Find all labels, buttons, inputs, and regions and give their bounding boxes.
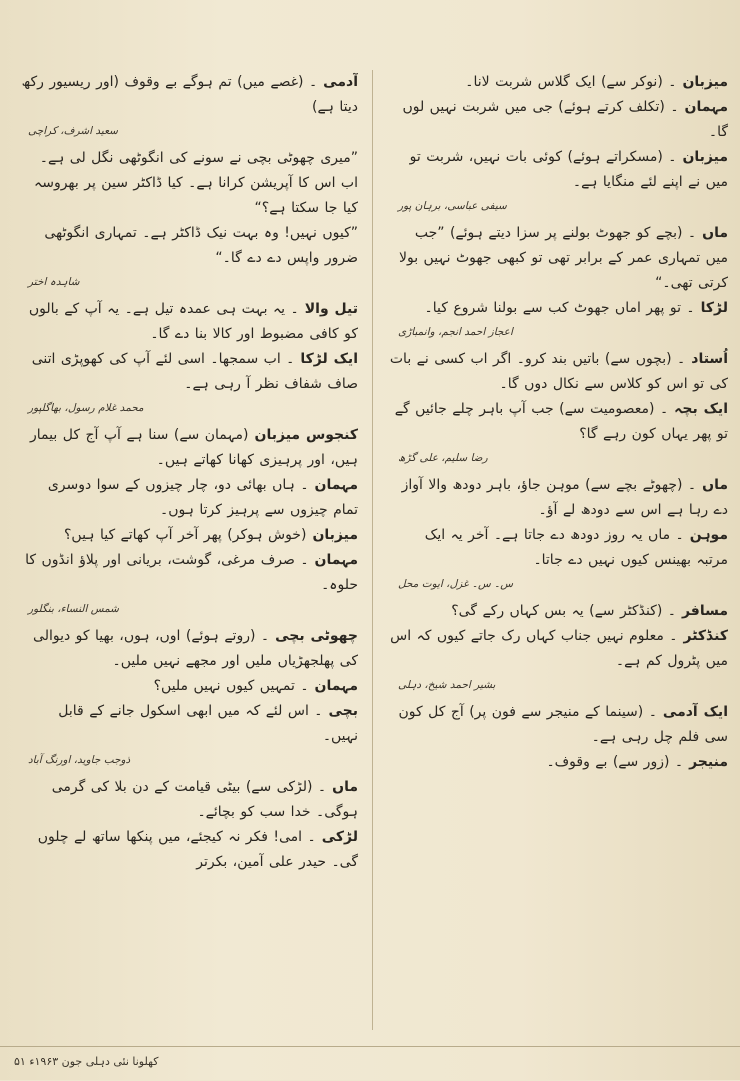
- contributor-credit: محمد غلام رسول، بھاگلپور: [28, 402, 144, 414]
- joke: [388, 473, 728, 593]
- speaker-name: میزبان: [682, 74, 728, 90]
- dialogue-line: [388, 624, 728, 674]
- dialogue-text: ”میری چھوٹی بچی نے سونے کی انگوٹھی نگل لی ہے۔ اب اس کا آپریشن کرانا ہے۔ کیا ڈاکٹر سین پر بھروسہ کیا جا سکتا ہے؟“: [34, 150, 358, 216]
- dialogue-line: [388, 70, 728, 95]
- contributor-credit: بشیر احمد شیخ، دہلی: [398, 679, 496, 691]
- dialogue-line: [388, 296, 728, 321]
- contributor-credit: سعید اشرف، کراچی: [28, 125, 118, 137]
- page-footer: [0, 1046, 740, 1081]
- dialogue-text: ۔ یہ بہت ہی عمدہ تیل ہے۔ یہ آپ کے بالوں کو کافی مضبوط اور کالا بنا دے گا۔: [28, 301, 358, 342]
- dialogue-line: [18, 423, 358, 473]
- dialogue-text: ۔ (بچے کو جھوٹ بولنے پر سزا دیتے ہوئے) ”جب میں تمہاری عمر کے برابر تھی تو کبھی جھوٹ نہیں بولا کرتی تھی۔“: [398, 225, 728, 291]
- speaker-name: مہمان: [684, 99, 728, 115]
- speaker-name: مہمان: [314, 477, 358, 493]
- dialogue-text: ۔ (مسکراتے ہوئے) کوئی بات نہیں، شربت تو میں نے اپنے لئے منگایا ہے۔: [409, 149, 728, 190]
- dialogue-line: [388, 473, 728, 523]
- dialogue-text: ۔ (لڑکی سے) بیٹی قیامت کے دن بلا کی گرمی ہوگی۔ خدا سب کو بچائے۔: [51, 779, 358, 820]
- speaker-name: تیل والا: [304, 301, 358, 317]
- speaker-name: چھوٹی بچی: [275, 628, 358, 644]
- dialogue-text: (خوش ہوکر) پھر آخر آپ کھاتے کیا ہیں؟: [63, 527, 307, 543]
- speaker-name: ماں: [702, 477, 728, 493]
- contributor-credit: شاہدہ اختر: [28, 276, 80, 288]
- left-column: [18, 70, 358, 1030]
- speaker-name: لڑکی: [321, 829, 358, 845]
- contributor-credit: ذوجب جاوید، اورنگ آباد: [28, 754, 131, 766]
- dialogue-line: [388, 397, 728, 447]
- dialogue-line: [18, 699, 358, 749]
- dialogue-text: ۔ ماں یہ روز دودھ دے جاتا ہے۔ آخر یہ ایک مرتبہ بھینس کیوں نہیں دے جاتا۔: [424, 527, 728, 568]
- dialogue-line: [18, 146, 358, 221]
- speaker-name: ماں: [332, 779, 358, 795]
- contributor-credit: سیفی عباسی، برہان پور: [398, 200, 507, 212]
- dialogue-text: ۔ اب سمجھا۔ اسی لئے آپ کی کھوپڑی اتنی صاف شفاف نظر آ رہی ہے۔: [31, 351, 358, 392]
- joke: [18, 423, 358, 618]
- dialogue-text: ۔ تو پھر اماں جھوٹ کب سے بولنا شروع کیا۔: [424, 300, 695, 316]
- dialogue-line: [18, 775, 358, 825]
- dialogue-line: [388, 347, 728, 397]
- dialogue-line: [18, 624, 358, 674]
- speaker-name: لڑکا: [700, 300, 728, 316]
- dialogue-line: [388, 700, 728, 750]
- dialogue-line: [18, 674, 358, 699]
- dialogue-line: [388, 95, 728, 145]
- dialogue-line: [18, 221, 358, 271]
- dialogue-line: [388, 221, 728, 296]
- dialogue-line: [18, 473, 358, 523]
- speaker-name: ایک بچہ: [674, 401, 728, 417]
- dialogue-line: [388, 599, 728, 624]
- dialogue-text: ۔ صرف مرغی، گوشت، بریانی اور پلاؤ انڈوں کا حلوہ۔: [25, 552, 358, 593]
- speaker-name: آدمی: [323, 74, 358, 90]
- dialogue-text: ۔ معلوم نہیں جناب کہاں رک جاتے کیوں کہ اس میں پٹرول کم ہے۔: [390, 628, 728, 669]
- contributor-credit: شمس النساء، بنگلور: [28, 603, 119, 615]
- speaker-name: کنجوس میزبان: [254, 427, 358, 443]
- joke: [388, 599, 728, 694]
- dialogue-text: ”کیوں نہیں! وہ بہت نیک ڈاکٹر ہے۔ تمہاری انگوٹھی ضرور واپس دے دے گا۔“: [44, 225, 358, 266]
- dialogue-text: ۔ (کنڈکٹر سے) یہ بس کہاں رکے گی؟: [451, 603, 676, 619]
- speaker-name: میزبان: [312, 527, 358, 543]
- dialogue-text: ۔ امی! فکر نہ کیجئے، میں پنکھا ساتھ لے چلوں گی۔ حیدر علی آمین، بکرتر: [37, 829, 358, 870]
- dialogue-text: ۔ (بچوں سے) باتیں بند کرو۔ اگر اب کسی نے بات کی تو اس کو کلاس سے نکال دوں گا۔: [389, 351, 728, 392]
- right-column: [388, 70, 728, 1030]
- speaker-name: مسافر: [681, 603, 728, 619]
- dialogue-line: [18, 548, 358, 598]
- joke: [18, 70, 358, 140]
- dialogue-text: ۔ (تکلف کرتے ہوئے) جی میں شربت نہیں لوں گا۔: [402, 99, 728, 140]
- joke: [18, 146, 358, 291]
- speaker-name: موہن: [689, 527, 728, 543]
- dialogue-text: ۔ اس لئے کہ میں ابھی اسکول جانے کے قابل نہیں۔: [58, 703, 358, 744]
- speaker-name: ایک آدمی: [662, 704, 728, 720]
- contributor-credit: اعجاز احمد انجم، وانمباڑی: [398, 326, 513, 338]
- dialogue-text: ۔ (سینما کے منیجر سے فون پر) آج کل کون سی فلم چل رہی ہے۔: [398, 704, 728, 745]
- speaker-name: میزبان: [682, 149, 728, 165]
- joke: [388, 221, 728, 341]
- contributor-credit: س۔ س۔ غزل، ایوت محل: [398, 578, 514, 590]
- dialogue-line: [18, 297, 358, 347]
- joke: [388, 347, 728, 467]
- dialogue-line: [18, 825, 358, 875]
- dialogue-text: (مہمان سے) سنا ہے آپ آج کل بیمار ہیں، اور پرہیزی کھانا کھاتے ہیں۔: [30, 427, 358, 468]
- speaker-name: ایک لڑکا: [300, 351, 358, 367]
- dialogue-line: [18, 347, 358, 397]
- joke: [18, 624, 358, 769]
- dialogue-text: ۔ تمہیں کیوں نہیں ملیں؟: [153, 678, 309, 694]
- speaker-name: بچی: [328, 703, 358, 719]
- footer-text: کھلونا نئی دہلی جون ۱۹۶۳ء ۵۱: [14, 1055, 159, 1068]
- speaker-name: اُستاد: [691, 351, 728, 367]
- speaker-name: مہمان: [314, 678, 358, 694]
- speaker-name: مہمان: [314, 552, 358, 568]
- dialogue-text: ۔ (غصے میں) تم ہوگے بے وقوف (اور ریسیور رکھ دیتا ہے): [21, 74, 358, 115]
- dialogue-text: ۔ ہاں بھائی دو، چار چیزوں کے سوا دوسری تمام چیزوں سے پرہیز کرتا ہوں۔: [47, 477, 358, 518]
- dialogue-line: [18, 523, 358, 548]
- joke: [18, 775, 358, 875]
- joke: [18, 297, 358, 417]
- dialogue-line: [388, 145, 728, 195]
- joke: [388, 700, 728, 775]
- speaker-name: کنڈکٹر: [683, 628, 728, 644]
- joke: [388, 70, 728, 215]
- dialogue-text: ۔ (زور سے) بے وقوف۔: [546, 754, 684, 770]
- dialogue-text: ۔ (نوکر سے) ایک گلاس شربت لانا۔: [465, 74, 677, 90]
- dialogue-line: [18, 70, 358, 120]
- column-divider: [372, 70, 373, 1030]
- dialogue-line: [388, 750, 728, 775]
- dialogue-text: ۔ (چھوٹے بچے سے) موہن جاؤ، باہر دودھ والا آواز دے رہا ہے اس سے دودھ لے آؤ۔: [401, 477, 728, 518]
- dialogue-line: [388, 523, 728, 573]
- speaker-name: منیجر: [689, 754, 728, 770]
- speaker-name: ماں: [702, 225, 728, 241]
- dialogue-text: ۔ (روتے ہوئے) اوں، ہوں، بھیا کو دیوالی کی پھلجھڑیاں ملیں اور مجھے نہیں ملیں۔: [33, 628, 358, 669]
- contributor-credit: رضا سلیم، علی گڑھ: [398, 452, 488, 464]
- dialogue-text: ۔ (معصومیت سے) جب آپ باہر چلے جائیں گے تو پھر یہاں کون رہے گا؟: [394, 401, 728, 442]
